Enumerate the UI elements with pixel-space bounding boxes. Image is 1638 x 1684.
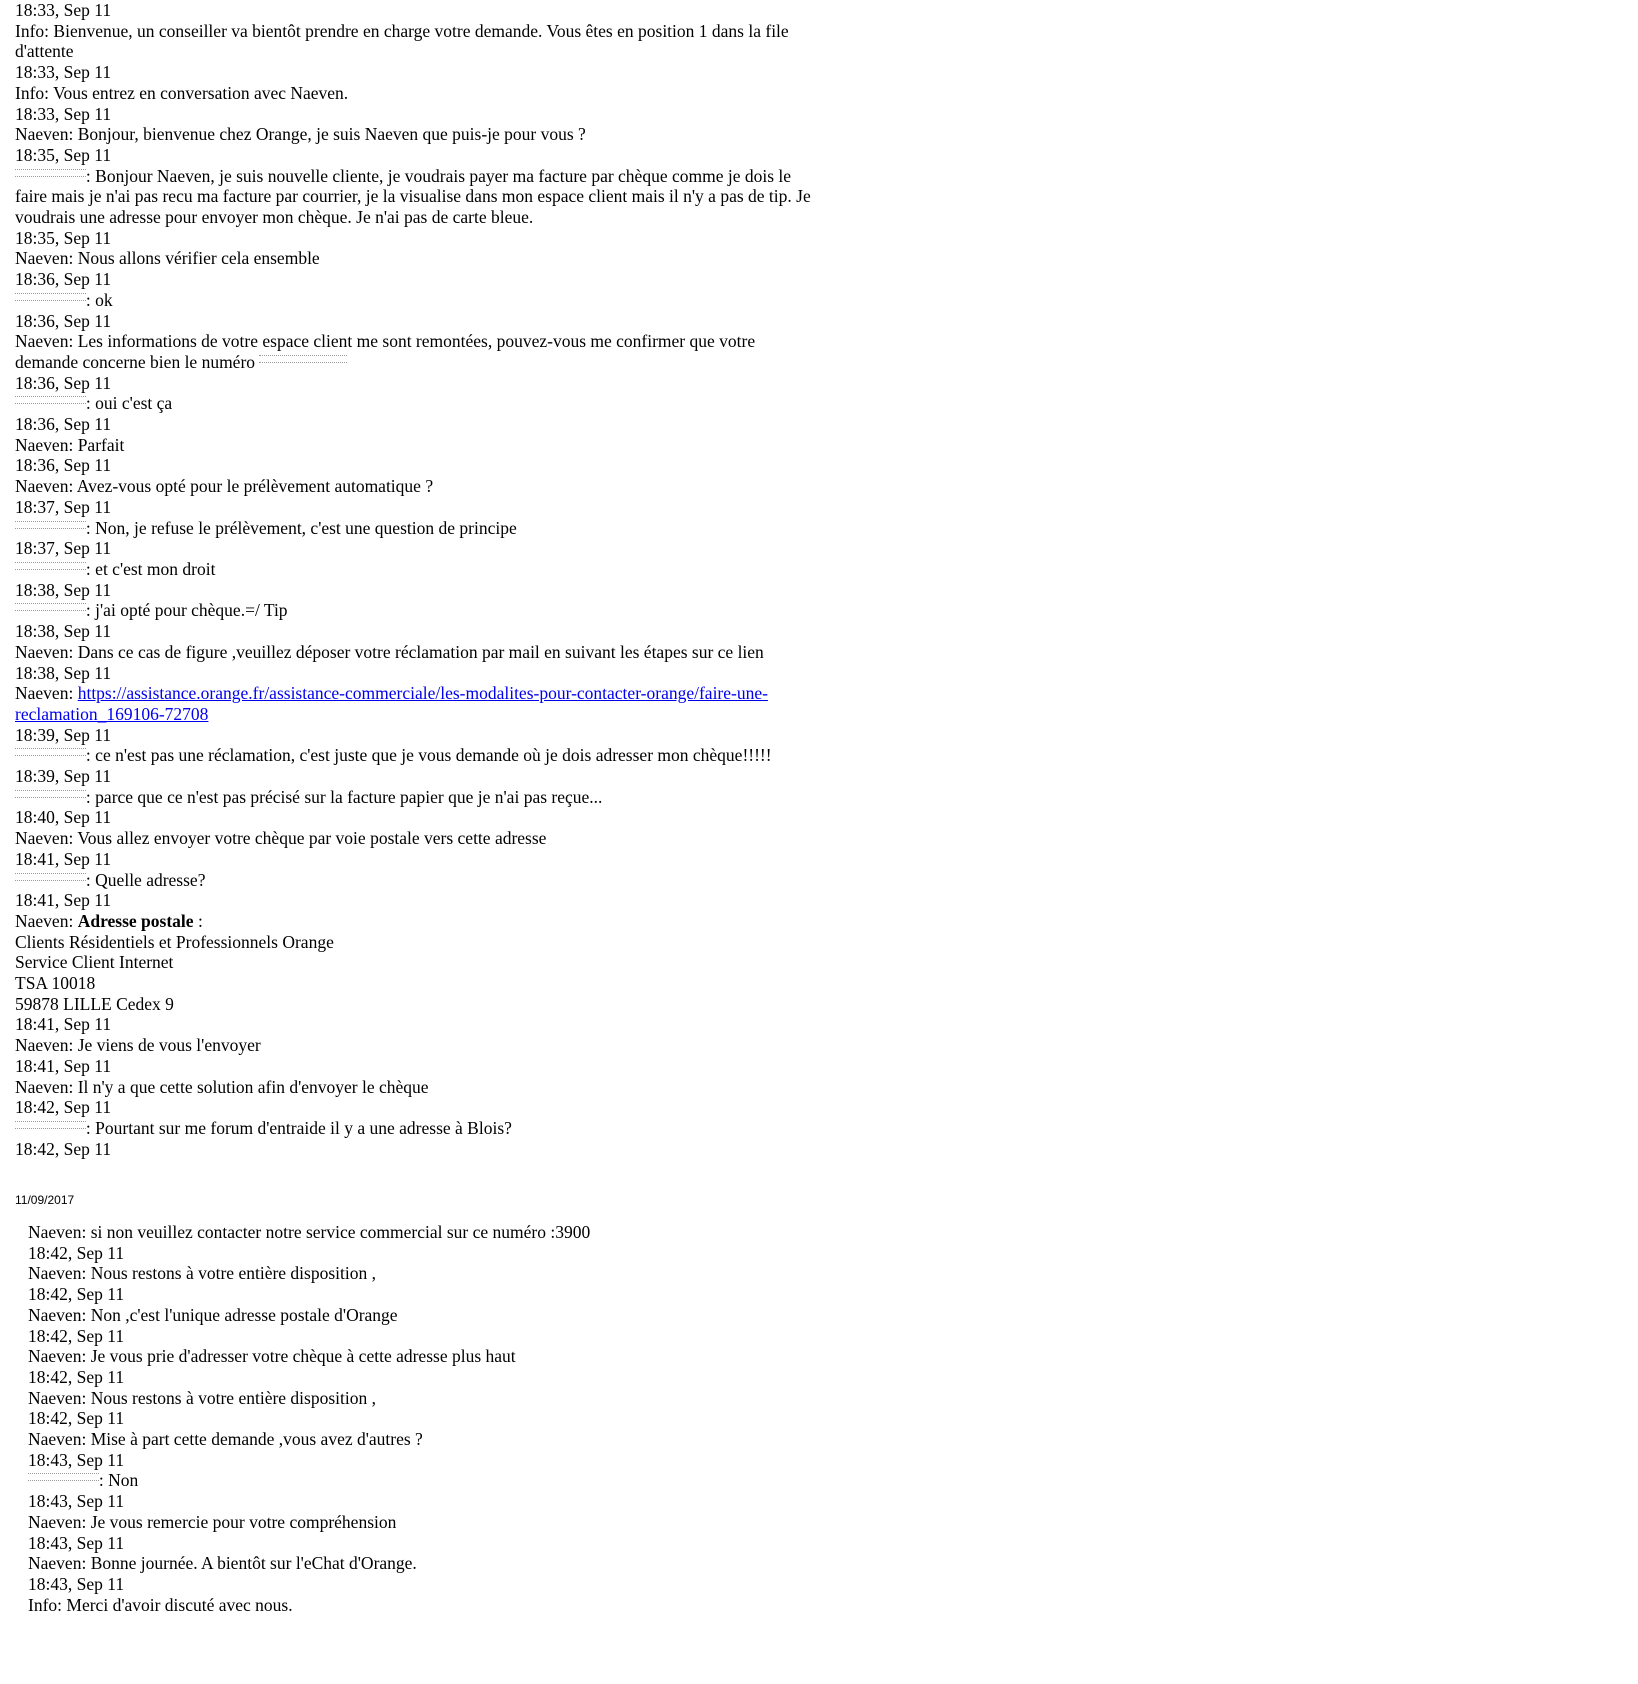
redacted-phone-number <box>259 355 347 363</box>
message-text: Bonne journée. A bientôt sur l'eChat d'Orange. <box>90 1553 417 1574</box>
message-speaker: Info <box>15 20 45 41</box>
message-timestamp: 18:41, Sep 11 <box>15 1055 112 1076</box>
message-timestamp: 18:43, Sep 11 <box>28 1491 125 1512</box>
chat-message <box>15 600 815 621</box>
message-text: Bonjour, bienvenue chez Orange, je suis Naeven que puis-je pour vous ? <box>77 124 586 145</box>
speaker-separator: : <box>98 1470 109 1491</box>
chat-message <box>15 166 815 228</box>
speaker-separator: : <box>68 434 78 455</box>
message-speaker: Naeven <box>15 124 69 145</box>
chat-message <box>28 1512 828 1533</box>
speaker-separator: : <box>68 1076 78 1097</box>
message-speaker: Naeven <box>15 476 69 497</box>
message-timestamp: 18:43, Sep 11 <box>28 1573 125 1594</box>
message-timestamp: 18:36, Sep 11 <box>15 372 112 393</box>
chat-message <box>28 1429 828 1450</box>
message-timestamp: 18:36, Sep 11 <box>15 414 112 435</box>
message-text: Dans ce cas de figure ,veuillez déposer votre réclamation par mail en suivant les étapes sur ce lien <box>77 641 764 662</box>
speaker-separator: : <box>81 1553 91 1574</box>
message-timestamp: 18:38, Sep 11 <box>15 621 112 642</box>
message-speaker: Naeven <box>28 1511 82 1532</box>
redacted-speaker <box>15 169 86 177</box>
message-text: Non, je refuse le prélèvement, c'est une question de principe <box>95 517 517 538</box>
speaker-separator: : <box>85 786 96 807</box>
message-timestamp: 18:42, Sep 11 <box>15 1138 112 1159</box>
message-speaker: Naeven <box>28 1429 82 1450</box>
redacted-speaker <box>15 293 86 301</box>
message-timestamp: 18:43, Sep 11 <box>28 1532 125 1553</box>
speaker-separator: : <box>81 1304 91 1325</box>
message-timestamp: 18:35, Sep 11 <box>15 144 112 165</box>
chat-message <box>15 331 815 372</box>
chat-message <box>15 476 815 497</box>
speaker-separator: : <box>85 517 96 538</box>
address-line: Service Client Internet <box>15 952 174 973</box>
message-text: Nous restons à votre entière disposition , <box>90 1263 377 1284</box>
speaker-separator: : <box>81 1263 91 1284</box>
message-speaker: Naeven <box>28 1304 82 1325</box>
message-text: Avez-vous opté pour le prélèvement automatique ? <box>76 476 434 497</box>
chat-message <box>15 870 815 891</box>
message-text: si non veuillez contacter notre service commercial sur ce numéro :3900 <box>90 1222 591 1242</box>
redacted-speaker <box>15 1121 86 1129</box>
speaker-separator: : <box>44 82 54 103</box>
message-text: Vous entrez en conversation avec Naeven. <box>53 82 349 103</box>
message-speaker: Naeven <box>15 683 69 704</box>
speaker-separator: : <box>68 910 78 931</box>
speaker-separator: : <box>85 1117 96 1138</box>
chat-message <box>28 1346 828 1367</box>
speaker-separator: : <box>68 124 78 145</box>
speaker-separator: : <box>85 393 96 414</box>
speaker-separator: : <box>81 1387 91 1408</box>
chat-message <box>15 1118 815 1139</box>
speaker-separator: : <box>85 745 96 766</box>
speaker-separator: : <box>68 331 78 352</box>
speaker-separator: : <box>68 248 78 269</box>
message-timestamp: 18:33, Sep 11 <box>15 103 112 124</box>
speaker-separator: : <box>81 1511 91 1532</box>
speaker-separator: : <box>85 869 96 890</box>
redacted-speaker <box>15 873 86 881</box>
message-speaker: Naeven <box>15 331 69 352</box>
chat-message <box>28 1388 828 1409</box>
chat-message <box>15 518 815 539</box>
speaker-separator: : <box>44 20 54 41</box>
message-text: Je viens de vous l'envoyer <box>77 1035 261 1056</box>
speaker-separator: : <box>57 1594 67 1615</box>
message-timestamp: 18:35, Sep 11 <box>15 227 112 248</box>
message-text: parce que ce n'est pas précisé sur la facture papier que je n'ai pas reçue... <box>95 786 603 807</box>
message-text: Nous restons à votre entière disposition , <box>90 1387 377 1408</box>
message-timestamp: 18:39, Sep 11 <box>15 766 112 787</box>
message-timestamp: 18:39, Sep 11 <box>15 724 112 745</box>
redacted-speaker <box>15 748 86 756</box>
message-timestamp: 18:42, Sep 11 <box>15 1097 112 1118</box>
redacted-speaker <box>28 1473 99 1481</box>
chat-message <box>15 290 815 311</box>
message-text: Bonjour Naeven, je suis nouvelle cliente, je voudrais payer ma facture par chèque comme je dois le faire mais je n'ai pas recu ma facture par courrier, je la visualise dans mon espace client mais il n'y a pas de tip. Je voudrais une adresse pour envoyer mon chèque. Je n'ai pas de carte bleue. <box>15 165 811 228</box>
speaker-separator: : <box>81 1429 91 1450</box>
speaker-separator: : <box>68 476 77 497</box>
chat-message <box>15 21 815 62</box>
redacted-speaker <box>15 603 86 611</box>
message-text: Pourtant sur me forum d'entraide il y a une adresse à Blois? <box>95 1117 512 1138</box>
message-timestamp: 18:42, Sep 11 <box>28 1242 125 1263</box>
speaker-separator: : <box>85 558 96 579</box>
message-text: oui c'est ça <box>95 393 173 414</box>
chat-message <box>15 683 815 724</box>
message-text: ce n'est pas une réclamation, c'est juste que je vous demande où je dois adresser mon chèque!!!!! <box>95 745 772 766</box>
chat-message <box>15 248 815 269</box>
chat-message <box>15 787 815 808</box>
message-speaker: Naeven <box>28 1222 82 1242</box>
speaker-separator: : <box>68 641 78 662</box>
chat-message <box>15 828 815 849</box>
message-speaker: Naeven <box>15 1076 69 1097</box>
chat-message <box>28 1222 828 1243</box>
message-speaker: Naeven <box>28 1263 82 1284</box>
speaker-separator: : <box>81 1346 91 1367</box>
chat-message <box>15 1077 815 1098</box>
chat-message <box>15 124 815 145</box>
message-text: Je vous prie d'adresser votre chèque à cette adresse plus haut <box>90 1346 516 1367</box>
message-speaker: Naeven <box>28 1387 82 1408</box>
chat-message <box>15 745 815 766</box>
message-speaker: Naeven <box>15 1035 69 1056</box>
chat-message <box>15 559 815 580</box>
speaker-separator: : <box>68 1035 78 1056</box>
message-text: Je vous remercie pour votre compréhension <box>90 1511 397 1532</box>
message-text: Nous allons vérifier cela ensemble <box>77 248 320 269</box>
message-text: ok <box>95 289 113 310</box>
speaker-separator: : <box>68 683 78 704</box>
message-text: Non ,c'est l'unique adresse postale d'Orange <box>90 1304 398 1325</box>
message-timestamp: 18:43, Sep 11 <box>28 1449 125 1470</box>
speaker-separator: : <box>85 600 96 621</box>
speaker-separator: : <box>81 1222 91 1242</box>
redacted-speaker <box>15 396 86 404</box>
chat-message <box>15 435 815 456</box>
message-text: Il n'y a que cette solution afin d'envoyer le chèque <box>77 1076 429 1097</box>
message-speaker: Naeven <box>15 828 69 849</box>
chat-message <box>15 642 815 663</box>
message-speaker: Naeven <box>15 434 69 455</box>
message-text: Les informations de votre espace client me sont remontées, pouvez-vous me confirmer que votre demande concerne bien le numéro <box>15 331 756 372</box>
message-timestamp: 18:36, Sep 11 <box>15 455 112 476</box>
speaker-separator: : <box>68 828 78 849</box>
chat-message <box>28 1595 828 1616</box>
redacted-speaker <box>15 521 86 529</box>
message-timestamp: 18:36, Sep 11 <box>15 310 112 331</box>
message-text: Parfait <box>77 434 125 455</box>
message-text: Vous allez envoyer votre chèque par voie postale vers cette adresse <box>77 828 547 849</box>
message-speaker: Naeven <box>15 641 69 662</box>
message-timestamp: 18:42, Sep 11 <box>28 1284 125 1305</box>
chat-transcript-part2 <box>28 1222 828 1615</box>
reclamation-link[interactable]: https://assistance.orange.fr/assistance-commerciale/les-modalites-pour-contacter-orange/faire-une-reclamation_169106-72708 <box>15 683 768 724</box>
redacted-speaker <box>15 790 86 798</box>
chat-transcript-part1 <box>15 0 815 1159</box>
address-line: TSA 10018 <box>15 973 96 994</box>
message-timestamp: 18:37, Sep 11 <box>15 538 112 559</box>
message-timestamp: 18:40, Sep 11 <box>15 807 112 828</box>
message-speaker: Naeven <box>28 1553 82 1574</box>
message-timestamp: 18:37, Sep 11 <box>15 496 112 517</box>
message-text: Merci d'avoir discuté avec nous. <box>66 1594 293 1615</box>
message-speaker: Info <box>15 82 45 103</box>
redacted-speaker <box>15 562 86 570</box>
message-text: : <box>193 910 203 931</box>
address-label: Adresse postale <box>77 910 194 931</box>
chat-message <box>15 1035 815 1056</box>
chat-message <box>15 393 815 414</box>
speaker-separator: : <box>85 289 96 310</box>
message-timestamp: 18:36, Sep 11 <box>15 269 112 290</box>
chat-message <box>15 911 815 932</box>
message-speaker: Naeven <box>15 248 69 269</box>
message-text: j'ai opté pour chèque.=/ Tip <box>95 600 288 621</box>
chat-message <box>28 1305 828 1326</box>
message-text: Mise à part cette demande ,vous avez d'autres ? <box>90 1429 423 1450</box>
message-timestamp: 18:33, Sep 11 <box>15 0 112 20</box>
chat-message <box>15 83 815 104</box>
address-line: 59878 LILLE Cedex 9 <box>15 993 174 1014</box>
message-timestamp: 18:41, Sep 11 <box>15 890 112 911</box>
message-timestamp: 18:42, Sep 11 <box>28 1325 125 1346</box>
chat-message <box>28 1263 828 1284</box>
address-line: Clients Résidentiels et Professionnels Orange <box>15 931 334 952</box>
message-timestamp: 18:41, Sep 11 <box>15 1014 112 1035</box>
speaker-separator: : <box>85 165 96 186</box>
chat-message <box>28 1470 828 1491</box>
message-text: Non <box>108 1470 139 1491</box>
message-timestamp: 18:33, Sep 11 <box>15 62 112 83</box>
message-text: Bienvenue, un conseiller va bientôt prendre en charge votre demande. Vous êtes en position 1 dans la file d'attente <box>15 20 789 62</box>
message-timestamp: 18:42, Sep 11 <box>28 1366 125 1387</box>
chat-message <box>28 1553 828 1574</box>
message-speaker: Info <box>28 1594 58 1615</box>
message-timestamp: 18:41, Sep 11 <box>15 848 112 869</box>
message-speaker: Naeven <box>15 910 69 931</box>
message-timestamp: 18:42, Sep 11 <box>28 1408 125 1429</box>
message-speaker: Naeven <box>28 1346 82 1367</box>
date-stamp: 11/09/2017 <box>15 1193 75 1207</box>
message-timestamp: 18:38, Sep 11 <box>15 662 112 683</box>
message-text: et c'est mon droit <box>95 558 216 579</box>
message-text: Quelle adresse? <box>95 869 206 890</box>
message-timestamp: 18:38, Sep 11 <box>15 579 112 600</box>
